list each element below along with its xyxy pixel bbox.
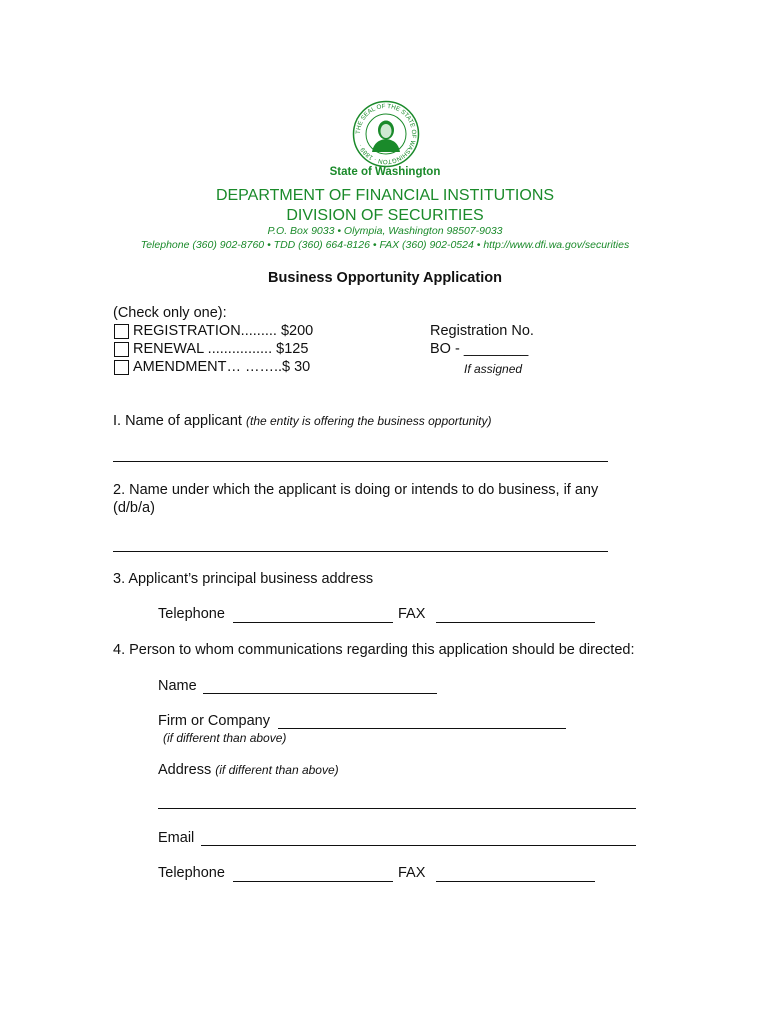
q4-name-field[interactable] (203, 693, 437, 694)
form-title: Business Opportunity Application (268, 270, 502, 286)
q3-telephone-field[interactable] (233, 622, 393, 623)
q4-email-label: Email (158, 830, 195, 846)
q4-telephone-label: Telephone (158, 865, 225, 881)
q3-fax-label: FAX (398, 606, 426, 622)
state-name: State of Washington (329, 166, 441, 178)
if-assigned-note: If assigned (464, 362, 523, 376)
amendment-checkbox[interactable] (114, 360, 129, 375)
amendment-option-label: AMENDMENT… ……..$ 30 (133, 359, 311, 375)
q4-firm-label: Firm or Company (158, 713, 270, 729)
q4-fax-field[interactable] (436, 881, 595, 882)
q4-firm-note: (if different than above) (163, 731, 287, 745)
q1-label (113, 413, 491, 429)
q4-fax-label: FAX (398, 865, 426, 881)
q2-label-line1: 2. Name under which the applicant is doing or intends to do business, if any (113, 482, 599, 498)
registration-number-label: Registration No. (430, 323, 534, 339)
contact-line: Telephone (360) 902-8760 • TDD (360) 664-8126 • FAX (360) 902-0524 • http://www.dfi.wa.gov/securities (140, 239, 630, 251)
department-heading (0, 186, 770, 226)
q1-note: (the entity is offering the business opportunity) (246, 414, 492, 428)
state-seal (352, 100, 420, 168)
applicant-name-field[interactable] (113, 461, 608, 462)
renewal-checkbox[interactable] (114, 342, 129, 357)
registration-checkbox[interactable] (114, 324, 129, 339)
registration-option-label: REGISTRATION......... $200 (133, 323, 314, 339)
q4-name-label: Name (158, 678, 197, 694)
q4-firm-field[interactable] (278, 728, 566, 729)
dba-name-field[interactable] (113, 551, 608, 552)
q3-telephone-label: Telephone (158, 606, 225, 622)
q4-address-label-text: Address (158, 762, 212, 778)
svg-text:THE SEAL OF THE STATE OF WASHI: THE SEAL OF THE STATE OF WASHINGTON · 1889 · (354, 102, 418, 166)
q4-email-field[interactable] (201, 845, 636, 846)
mailing-address: P.O. Box 9033 • Olympia, Washington 98507-9033 (267, 225, 503, 237)
check-prompt: (Check only one): (113, 305, 227, 321)
department-name: DEPARTMENT OF FINANCIAL INSTITUTIONS (215, 187, 555, 204)
q4-telephone-field[interactable] (233, 881, 393, 882)
q3-fax-field[interactable] (436, 622, 595, 623)
q1-label-text: I. Name of applicant (113, 413, 242, 429)
division-name: DIVISION OF SECURITIES (286, 207, 484, 224)
bo-number-field[interactable]: BO - ________ (430, 341, 529, 357)
q2-label-line2: (d/b/a) (113, 500, 155, 516)
q4-label: 4. Person to whom communications regarding this application should be directed: (113, 642, 635, 658)
q3-label: 3. Applicant’s principal business address (113, 571, 374, 587)
q4-address-field[interactable] (158, 808, 636, 809)
renewal-option-label: RENEWAL ................ $125 (133, 341, 309, 357)
q4-address-note: (if different than above) (215, 763, 339, 777)
q4-address-label (158, 762, 339, 778)
